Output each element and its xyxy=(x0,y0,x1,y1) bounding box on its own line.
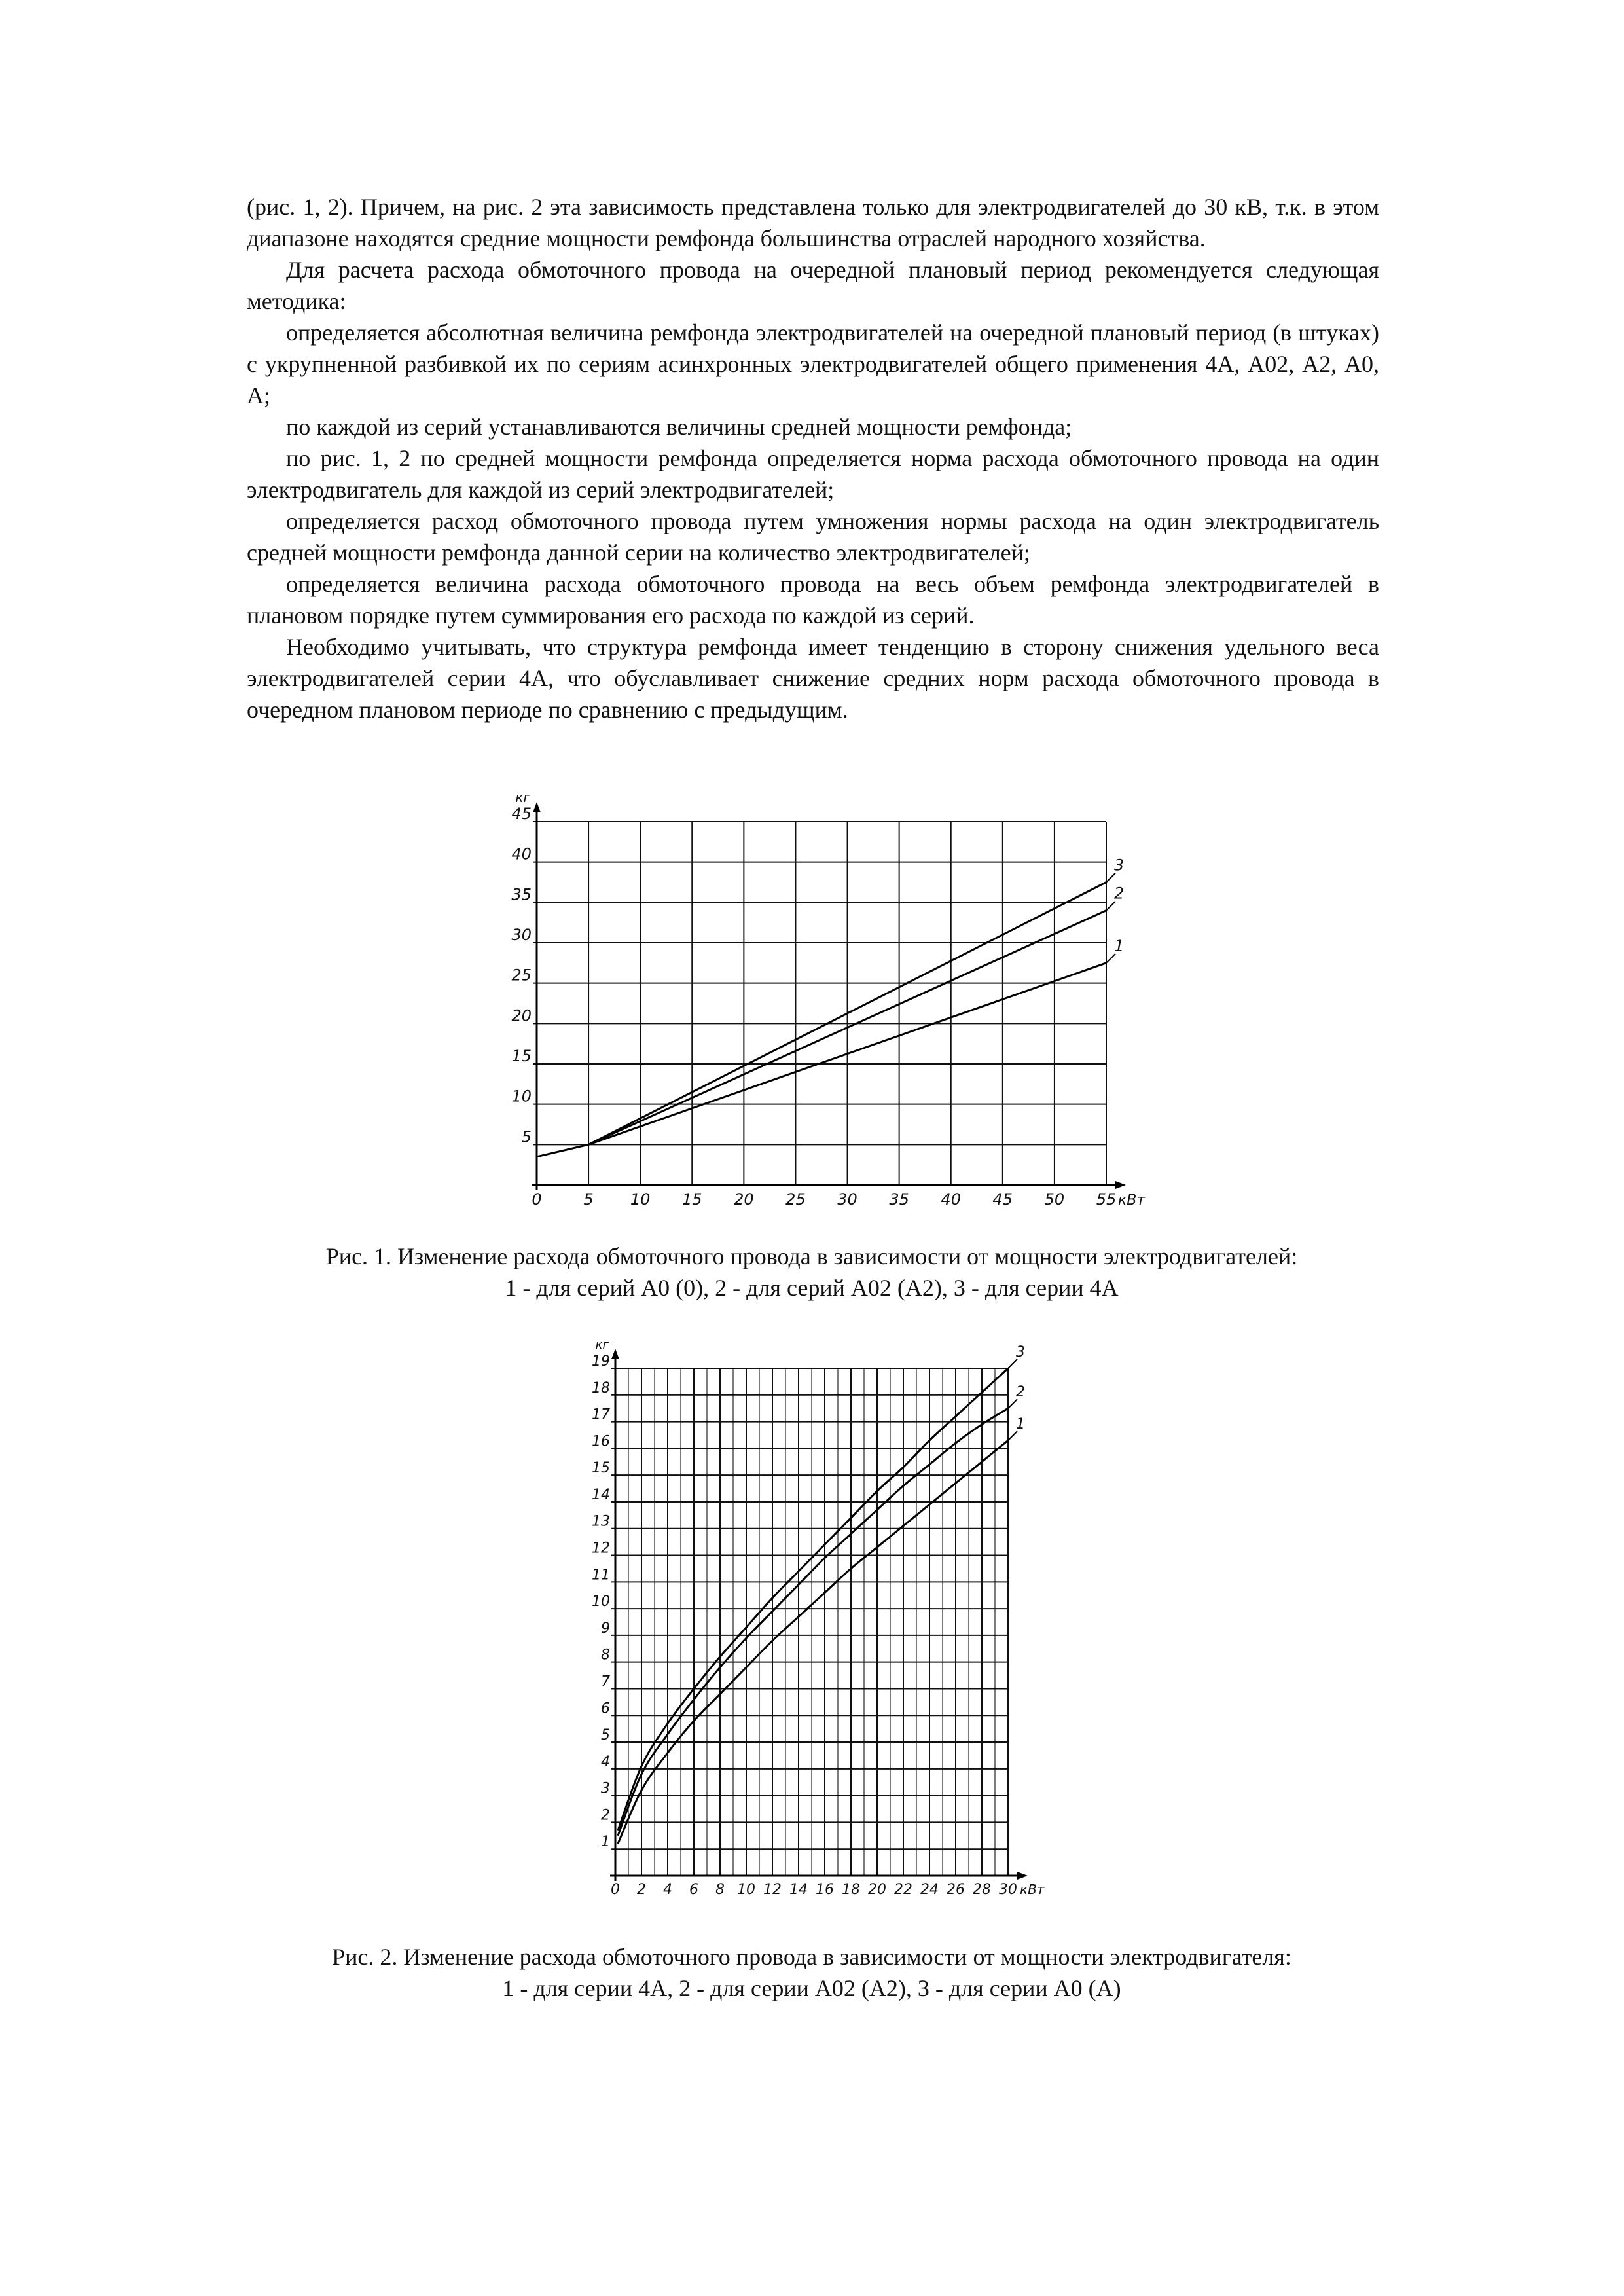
x-axis-arrow xyxy=(1017,1872,1028,1880)
y-tick-label: 30 xyxy=(511,926,532,944)
y-tick-label: 16 xyxy=(592,1433,610,1450)
x-tick-label: 28 xyxy=(973,1882,991,1898)
series-label-3: 3 xyxy=(1016,1344,1025,1360)
y-tick-label: 35 xyxy=(511,885,532,904)
x-tick-label: 20 xyxy=(868,1882,886,1898)
figure-1-chart xyxy=(497,786,1152,1231)
x-tick-label: 45 xyxy=(992,1190,1013,1209)
x-tick-label: 16 xyxy=(816,1882,834,1898)
y-tick-label: 6 xyxy=(601,1700,610,1717)
series-label-1: 1 xyxy=(1016,1416,1025,1433)
figure-2-caption xyxy=(196,1941,1427,2004)
paragraph: по каждой из серий устанавливаются величины средней мощности ремфонда; xyxy=(286,414,1072,440)
figure-1-caption xyxy=(196,1241,1427,1303)
y-tick-label: 17 xyxy=(592,1406,610,1423)
paragraph: (рис. 1, 2). Причем, на рис. 2 эта зависимость представлена только для электродвигателей до 30 кВ, т.к. в этом диапазоне находятся средние мощности ремфонда большинства отраслей народного хозяйства. xyxy=(247,194,1379,251)
x-axis-label: кВт xyxy=(1020,1882,1045,1897)
y-tick-label: 20 xyxy=(511,1006,532,1025)
series-leader-2 xyxy=(1008,1399,1017,1408)
series-label-3: 3 xyxy=(1114,856,1125,875)
series-leader-3 xyxy=(1106,873,1115,883)
y-tick-label: 3 xyxy=(601,1780,610,1797)
x-tick-label: 18 xyxy=(842,1882,860,1898)
series-leader-2 xyxy=(1106,902,1115,911)
y-tick-label: 14 xyxy=(592,1486,610,1503)
series-line-2 xyxy=(618,1408,1008,1836)
x-tick-label: 15 xyxy=(681,1190,702,1209)
x-tick-label: 10 xyxy=(630,1190,651,1209)
x-axis-arrow xyxy=(1115,1181,1126,1189)
series-line-3 xyxy=(618,1368,1008,1831)
figure-2-chart xyxy=(563,1336,1074,1925)
x-tick-label: 26 xyxy=(947,1882,965,1898)
body-text xyxy=(247,191,1379,725)
x-tick-label: 55 xyxy=(1096,1190,1117,1209)
figure-2-caption-line1: Рис. 2. Изменение расхода обмоточного провода в зависимости от мощности электродвигателя: xyxy=(332,1944,1291,1970)
series-leader-1 xyxy=(1106,954,1115,963)
y-tick-label: 10 xyxy=(592,1594,610,1611)
x-tick-label: 25 xyxy=(785,1190,806,1209)
series-label-1: 1 xyxy=(1114,936,1125,955)
series-label-2: 2 xyxy=(1016,1384,1025,1401)
y-tick-label: 40 xyxy=(511,845,532,864)
paragraph: определяется расход обмоточного провода путем умножения нормы расхода на один электродвигатель средней мощности ремфонда данной серии на количество электродвигателей; xyxy=(247,508,1379,566)
y-axis-arrow xyxy=(533,802,541,812)
series-line-2 xyxy=(537,911,1106,1157)
x-tick-label: 4 xyxy=(663,1882,672,1898)
x-tick-label: 30 xyxy=(999,1882,1017,1898)
figure-2-caption-line2: 1 - для серии 4А, 2 - для серии А02 (А2), 3 - для серии А0 (А) xyxy=(502,1975,1121,2001)
y-axis-label: кг xyxy=(595,1338,609,1352)
y-axis-arrow xyxy=(611,1349,619,1359)
x-tick-label: 20 xyxy=(734,1190,754,1209)
y-tick-label: 19 xyxy=(592,1353,610,1370)
x-tick-label: 30 xyxy=(837,1190,857,1209)
y-tick-label: 11 xyxy=(592,1567,610,1584)
y-tick-label: 15 xyxy=(511,1047,532,1065)
y-tick-label: 5 xyxy=(601,1727,610,1744)
paragraph: Необходимо учитывать, что структура ремфонда имеет тенденцию в сторону снижения удельного веса электродвигателей серии 4А, что обуславливает снижение средних норм расхода обмоточного провода в очередном плановом периоде по сравнению с предыдущим. xyxy=(247,634,1379,723)
series-label-2: 2 xyxy=(1114,884,1125,903)
x-tick-label: 5 xyxy=(583,1190,594,1209)
x-tick-label: 24 xyxy=(920,1882,939,1898)
x-tick-label: 10 xyxy=(737,1882,755,1898)
x-tick-label: 2 xyxy=(637,1882,646,1898)
y-tick-label: 1 xyxy=(601,1834,610,1851)
paragraph: Для расчета расхода обмоточного провода на очередной плановый период рекомендуется следующая методика: xyxy=(247,257,1379,314)
y-tick-label: 25 xyxy=(511,966,532,985)
y-tick-label: 2 xyxy=(601,1807,610,1824)
x-tick-label: 50 xyxy=(1044,1190,1065,1209)
paragraph: определяется абсолютная величина ремфонда электродвигателей на очередной плановый период (в штуках) с укрупненной разбивкой их по сериям асинхронных электродвигателей общего применения 4А, А02, А2, А0, А; xyxy=(247,319,1379,409)
x-tick-label: 14 xyxy=(789,1882,808,1898)
y-tick-label: 7 xyxy=(601,1673,610,1690)
x-tick-label: 35 xyxy=(889,1190,909,1209)
y-tick-label: 13 xyxy=(592,1513,610,1530)
x-tick-label: 0 xyxy=(532,1190,542,1209)
series-line-1 xyxy=(618,1440,1008,1844)
x-tick-label: 0 xyxy=(611,1882,620,1898)
x-tick-label: 12 xyxy=(763,1882,782,1898)
y-tick-label: 8 xyxy=(601,1647,610,1664)
x-tick-label: 22 xyxy=(894,1882,912,1898)
y-tick-label: 5 xyxy=(521,1127,532,1146)
y-tick-label: 4 xyxy=(601,1753,610,1770)
y-axis-label: кг xyxy=(515,790,530,805)
figure-1-caption-line1: Рис. 1. Изменение расхода обмоточного провода в зависимости от мощности электродвигателей: xyxy=(325,1243,1298,1269)
x-tick-label: 6 xyxy=(689,1882,698,1898)
figure-1-caption-line2: 1 - для серий А0 (0), 2 - для серий А02 (А2), 3 - для серии 4А xyxy=(505,1275,1119,1301)
x-tick-label: 40 xyxy=(941,1190,962,1209)
paragraph: определяется величина расхода обмоточного провода на весь объем ремфонда электродвигателей в плановом порядке путем суммирования его расхода по каждой из серий. xyxy=(247,571,1379,629)
series-leader-1 xyxy=(1008,1431,1017,1440)
y-tick-label: 18 xyxy=(592,1379,610,1396)
y-tick-label: 15 xyxy=(592,1460,610,1477)
x-tick-label: 8 xyxy=(715,1882,725,1898)
y-tick-label: 10 xyxy=(511,1087,532,1106)
y-tick-label: 9 xyxy=(601,1620,610,1637)
series-leader-3 xyxy=(1008,1359,1017,1368)
paragraph: по рис. 1, 2 по средней мощности ремфонда определяется норма расхода обмоточного провода на один электродвигатель для каждой из серий электродвигателей; xyxy=(247,445,1379,503)
x-axis-label: кВт xyxy=(1118,1192,1146,1209)
y-tick-label: 12 xyxy=(592,1540,610,1557)
y-tick-label: 45 xyxy=(511,805,532,823)
